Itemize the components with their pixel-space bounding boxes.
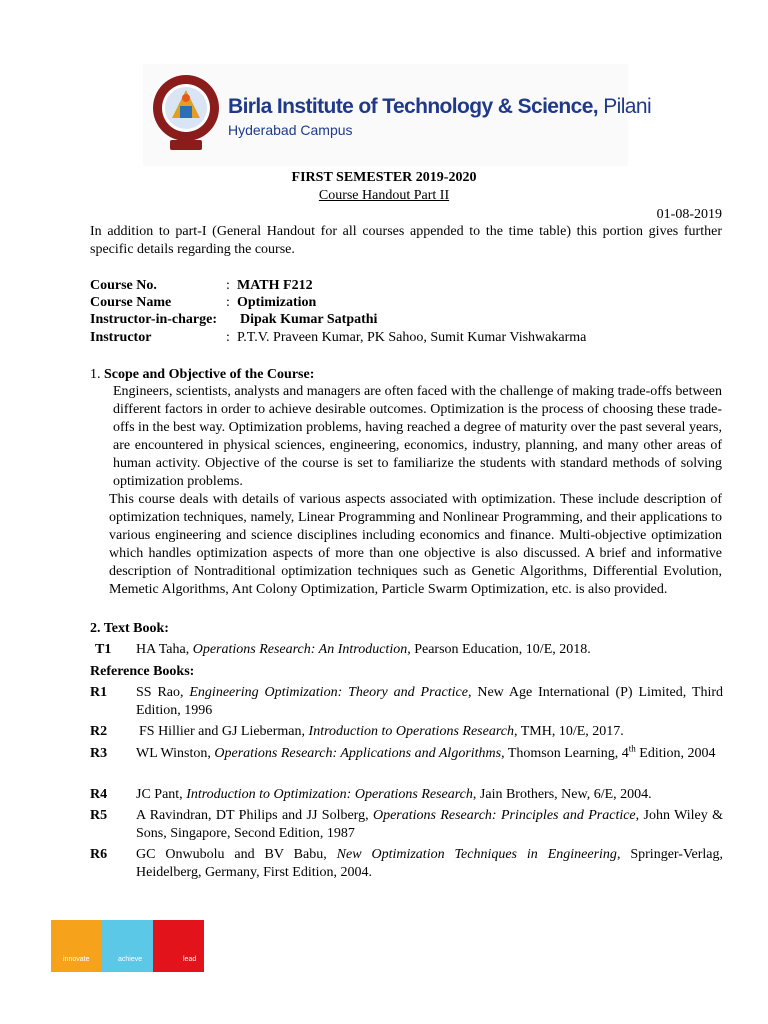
scope-paragraph-2: This course deals with details of various aspects associated with optimization. These include description of optimization techniques, namely, Linear Programming and Nonlinear Programming, and their applications to various engineering and science disciplines including economics and finance. Multi-objective optimization which handles optimization aspects of more than one objective is also discussed. A brief and informative description of Nontraditional optimization techniques such as Genetic Algorithms, Differential Evolution, Memetic Algorithms, Ant Colony Optimization, Particle Swarm Optimization, etc. is also provided. — [109, 492, 722, 597]
bits-emblem-icon — [150, 68, 222, 160]
reference-code: R2 — [90, 724, 108, 739]
course-info-label: Course Name — [90, 295, 172, 310]
reference-citation: FS Hillier and GJ Lieberman, Introduction to Operations Research, TMH, 10/E, 2017. — [139, 724, 624, 739]
semester-title: FIRST SEMESTER 2019-2020 — [291, 170, 477, 185]
reference-citation: A Ravindran, DT Philips and JJ Solberg, Operations Research: Principles and Practice, John Wiley & Sons, Singapore, Second Edition, 1987 — [136, 808, 723, 841]
footer-achieve-block: achieve — [101, 920, 153, 972]
course-info-value: Dipak Kumar Satpathi — [240, 312, 378, 327]
reference-code: R4 — [90, 787, 108, 802]
reference-books-heading: Reference Books: — [90, 664, 195, 679]
course-info-colon: : — [226, 330, 230, 345]
reference-code: R1 — [90, 685, 108, 700]
scope-paragraph-1: Engineers, scientists, analysts and managers are often faced with the challenge of making trade-offs between different factors in order to achieve desirable outcomes. Optimization is the process of choosing these trade-offs in the best way. Optimization problems, having reached a degree of maturity over the past several years, are encountered in physical sciences, engineering, economics, industry, planning, and many other areas of human activity. Objective of the course is set to familiarize the students with standard methods of solving optimization problems. — [113, 384, 722, 489]
campus-name: Hyderabad Campus — [228, 122, 353, 138]
intro-paragraph: In addition to part-I (General Handout for all courses appended to the time table) this portion gives further specific details regarding the course. — [90, 224, 722, 257]
institute-city: Pilani — [603, 95, 652, 118]
text-book-citation: HA Taha, Operations Research: An Introduction, Pearson Education, 10/E, 2018. — [136, 642, 591, 657]
course-info-value: Optimization — [237, 295, 317, 310]
text-book-entry — [0, 641, 768, 659]
text-book-code: T1 — [95, 642, 112, 657]
course-info-label: Instructor-in-charge: — [90, 312, 218, 327]
institute-name: Birla Institute of Technology & Science, Pilani — [228, 95, 652, 118]
scope-heading: 1. Scope and Objective of the Course: — [90, 367, 315, 382]
course-info-value: P.T.V. Praveen Kumar, PK Sahoo, Sumit Kumar Vishwakarma — [237, 330, 587, 345]
course-info-label: Course No. — [90, 278, 157, 293]
reference-citation: SS Rao, Engineering Optimization: Theory and Practice, New Age International (P) Limited, Third Edition, 1996 — [136, 685, 723, 718]
footer-innovate-block: innovate — [51, 920, 101, 972]
handout-subtitle: Course Handout Part II — [318, 188, 450, 203]
reference-citation: JC Pant, Introduction to Optimization: Operations Research, Jain Brothers, New, 6/E, 2004. — [136, 787, 652, 802]
text-book-heading: 2. Text Book: — [90, 621, 169, 636]
reference-citation: GC Onwubolu and BV Babu, New Optimization Techniques in Engineering, Springer-Verlag, Heidelberg, Germany, First Edition, 2004. — [136, 847, 723, 880]
reference-code: R5 — [90, 808, 108, 823]
footer-lead-block: lead — [153, 920, 204, 972]
handout-date: 01-08-2019 — [656, 207, 722, 222]
reference-citation: WL Winston, Operations Research: Applications and Algorithms, Thomson Learning, 4th Edition, 2004 — [136, 743, 716, 761]
course-info-value: MATH F212 — [237, 278, 313, 293]
reference-code: R3 — [90, 746, 108, 761]
course-info-colon: : — [226, 295, 230, 310]
reference-code: R6 — [90, 847, 108, 862]
course-info-label: Instructor — [90, 330, 152, 345]
course-info-colon: : — [226, 278, 230, 293]
